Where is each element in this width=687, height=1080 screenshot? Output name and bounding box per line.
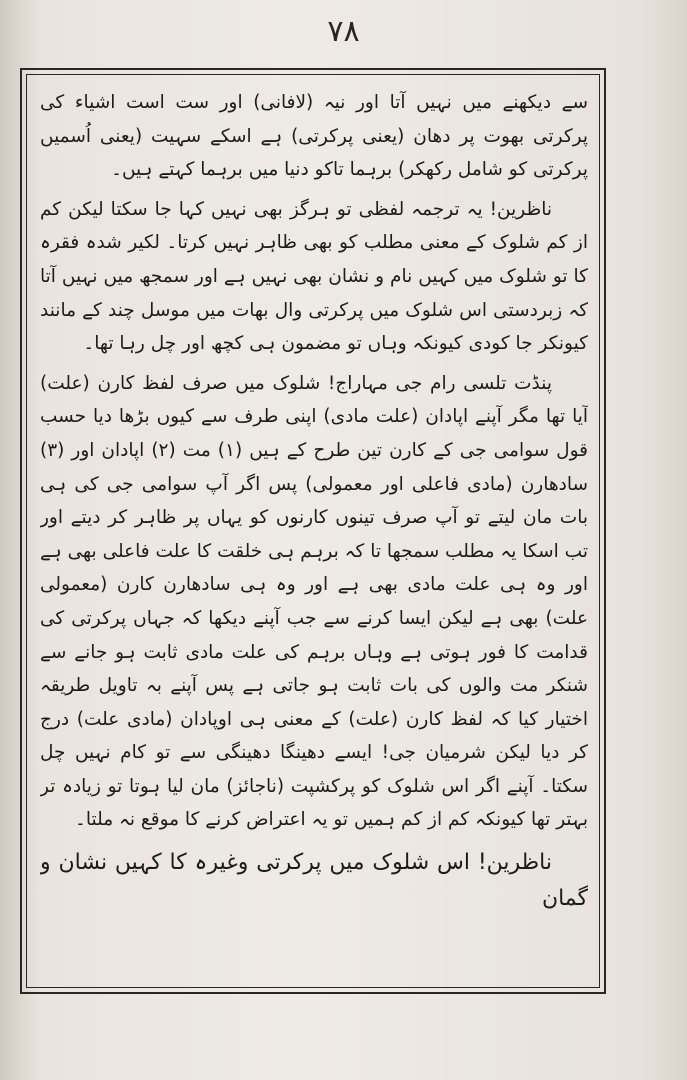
paragraph-3: پنڈت تلسی رام جی مہاراج! شلوک میں صرف لفظ کارن (علت) آیا تھا مگر آپنے اپادان (علت مادی) اپنی طرف سے کیوں بڑھا دیا حسب قول سوامی جی کے کارن تین طرح کے ہیں (۱) مت (۲) اپادان اور (۳) سادھارن (مادی فاعلی اور معمولی) پس اگر آپ سوامی جی کی ہی بات مان لیتے تو آپ صرف تینوں کارنوں کو یہاں پر ظاہر کر دیتے اور تب اسکا یہ مطلب سمجھا تا کہ برہم ہی خلقت کا علت فاعلی بھی ہے اور وہ ہی علت مادی بھی ہے اور وہ ہی سادھارن کارن (معمولی علت) بھی ہے لیکن ایسا کرنے سے جب آپنے دیکھا کہ جہاں پرکرتی کی قدامت کا فور ہوتی ہے وہاں برہم کی علت مادی ثابت ہو جانے سے شنکر مت والوں کی بات ثابت ہو جاتی ہے پس آپنے بہ تاویل طریقہ اختیار کیا کہ لفظ کارن (علت) کے معنی ہی اوپادان (مادی علت) درج کر دیا لیکن شرمیان جی! ایسے دھینگا دھینگی سے تو کام نہیں چل سکتا۔ آپنے اگر اس شلوک کو پرکشپت (ناجائز) مان لیا ہوتا تو زیادہ تر بہتر تھا کیونکہ کم از کم ہمیں تو یہ اعتراض کرنے کا موقع نہ ملتا۔ xyxy=(40,372,588,831)
urdu-text-block xyxy=(40,86,588,982)
paragraph-4: ناظرین! اس شلوک میں پرکرتی وغیرہ کا کہیں نشان و گمان xyxy=(40,850,588,912)
paragraph-2: ناظرین! یہ ترجمہ لفظی تو ہرگز بھی نہیں کہا جا سکتا لیکن کم از کم شلوک کے معنی مطلب کو بھی ظاہر نہیں کرتا۔ لکیر شدہ فقرہ کا تو شلوک میں کہیں نام و نشان بھی نہیں ہے اور سمجھ میں نہیں آتا کہ زبردستی اس شلوک میں پرکرتی وال بھات میں موسل چند کے مانند کیونکر جا کودی کیونکہ وہاں تو مضمون ہی کچھ اور چل رہا تھا۔ xyxy=(40,198,588,355)
paragraph-1: سے دیکھنے میں نہیں آتا اور نیہ (لافانی) اور ست است اشیاء کی پرکرتی بھوت پر دھان (یعنی پرکرتی) ہے اسکے سہیت (یعنی اُسمیں پرکرتی کو شامل رکھکر) برہما تاکو دنیا میں برہما کہتے ہیں۔ xyxy=(40,92,588,181)
page-number: ۷۸ xyxy=(327,14,360,49)
